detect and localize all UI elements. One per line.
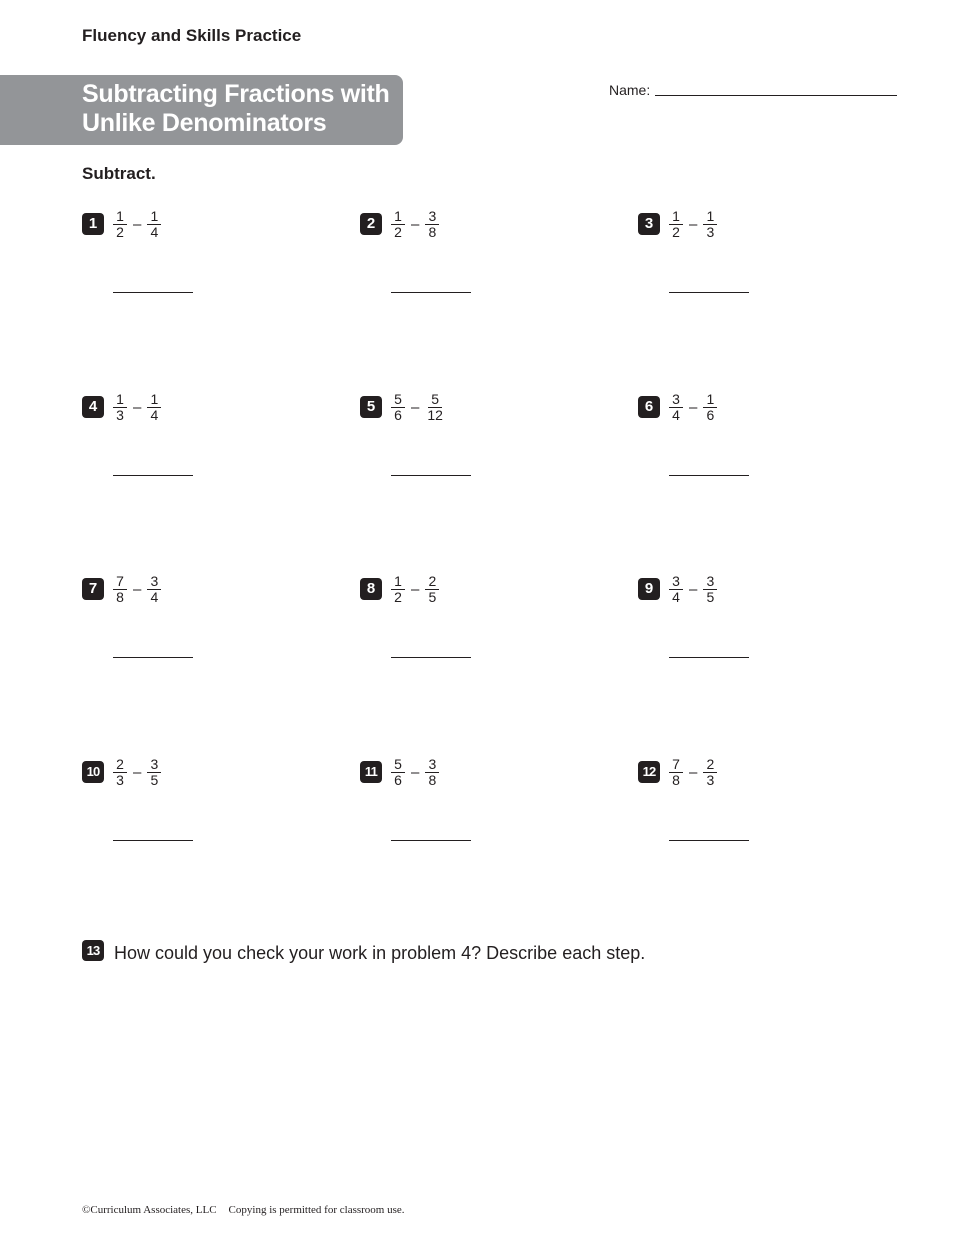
fraction-minuend [669,209,683,240]
numerator: 3 [425,757,439,773]
fraction-minuend [669,392,683,423]
fraction-minuend [669,757,683,788]
fraction-subtrahend [703,209,717,240]
numerator: 1 [703,209,717,225]
problem-1 [82,207,282,312]
minus-sign: – [411,398,420,416]
problem-7 [82,572,282,677]
fraction-subtrahend [147,392,161,423]
fraction-subtrahend [703,757,717,788]
denominator: 8 [428,771,437,788]
denominator: 5 [150,771,159,788]
problem-number-badge: 6 [638,396,660,418]
answer-blank[interactable] [113,840,193,841]
problem-6 [638,390,838,495]
numerator: 3 [147,757,161,773]
problem-number-badge: 4 [82,396,104,418]
problem-4 [82,390,282,495]
numerator: 3 [147,574,161,590]
numerator: 2 [425,574,439,590]
numerator: 1 [147,392,161,408]
minus-sign: – [689,580,698,598]
numerator: 2 [703,757,717,773]
answer-blank[interactable] [669,657,749,658]
subtraction-expression [113,389,161,425]
denominator: 5 [428,588,437,605]
denominator: 8 [428,223,437,240]
minus-sign: – [133,398,142,416]
numerator: 1 [113,392,127,408]
problem-number-badge: 13 [82,940,104,961]
fraction-minuend [113,392,127,423]
subtraction-expression [391,754,439,790]
minus-sign: – [133,580,142,598]
page-title-line-2: Unlike Denominators [82,109,327,137]
problem-10 [82,755,282,860]
fraction-minuend [391,209,405,240]
problem-number-badge: 3 [638,213,660,235]
minus-sign: – [689,398,698,416]
problem-3 [638,207,838,312]
fraction-subtrahend [147,574,161,605]
denominator: 4 [150,223,159,240]
numerator: 5 [391,392,405,408]
denominator: 2 [672,223,680,240]
subtraction-expression [391,389,445,425]
subtraction-expression [113,571,161,607]
denominator: 3 [116,406,124,423]
minus-sign: – [689,215,698,233]
fraction-subtrahend [703,574,717,605]
fraction-subtrahend [703,392,717,423]
numerator: 1 [391,209,405,225]
answer-blank[interactable] [391,657,471,658]
fraction-minuend [391,392,405,423]
answer-blank[interactable] [391,292,471,293]
fraction-minuend [113,757,127,788]
numerator: 1 [147,209,161,225]
subtraction-expression [669,571,717,607]
answer-blank[interactable] [391,840,471,841]
name-label: Name: [609,82,651,98]
answer-blank[interactable] [669,840,749,841]
page-title-line-1: Subtracting Fractions with [82,80,390,108]
fraction-minuend [391,574,405,605]
problem-number-badge: 9 [638,578,660,600]
section-label: Fluency and Skills Practice [82,26,302,45]
denominator: 6 [706,406,715,423]
instruction: Subtract. [82,164,156,183]
answer-blank[interactable] [113,292,193,293]
minus-sign: – [689,763,698,781]
answer-blank[interactable] [669,475,749,476]
subtraction-expression [113,754,161,790]
numerator: 7 [669,757,683,773]
problem-number-badge: 12 [638,761,660,783]
fraction-subtrahend [147,757,161,788]
subtraction-expression [669,206,717,242]
numerator: 7 [113,574,127,590]
minus-sign: – [133,763,142,781]
denominator: 2 [394,223,402,240]
denominator: 12 [427,406,443,423]
problem-11 [360,755,560,860]
denominator: 2 [394,588,402,605]
minus-sign: – [411,580,420,598]
problem-number-badge: 8 [360,578,382,600]
numerator: 1 [669,209,683,225]
permission-text: Copying is permitted for classroom use. [228,1204,405,1216]
minus-sign: – [411,763,420,781]
problem-number-badge: 2 [360,213,382,235]
denominator: 4 [150,588,159,605]
numerator: 3 [669,392,683,408]
problem-number-badge: 7 [82,578,104,600]
denominator: 3 [116,771,124,788]
answer-blank[interactable] [113,475,193,476]
numerator: 3 [669,574,683,590]
fraction-minuend [391,757,405,788]
fraction-minuend [669,574,683,605]
copyright-text: ©Curriculum Associates, LLC [82,1204,217,1216]
problem-number-badge: 10 [82,761,104,783]
fraction-minuend [113,209,127,240]
minus-sign: – [133,215,142,233]
denominator: 4 [672,406,680,423]
footer [82,1204,405,1216]
denominator: 5 [706,588,715,605]
answer-blank[interactable] [391,475,471,476]
subtraction-expression [669,389,717,425]
numerator: 5 [391,757,405,773]
fraction-subtrahend [425,392,445,423]
subtraction-expression [669,754,717,790]
problem-9 [638,572,838,677]
subtraction-expression [391,571,439,607]
denominator: 4 [150,406,159,423]
answer-blank[interactable] [669,292,749,293]
denominator: 8 [116,588,124,605]
problem-number-badge: 11 [360,761,382,783]
numerator: 1 [391,574,405,590]
denominator: 2 [116,223,124,240]
problem-2 [360,207,560,312]
name-field[interactable] [655,95,897,96]
numerator: 3 [425,209,439,225]
fraction-subtrahend [425,574,439,605]
problem-8 [360,572,560,677]
numerator: 1 [113,209,127,225]
fraction-subtrahend [147,209,161,240]
problem-5 [360,390,560,495]
problem-12 [638,755,838,860]
minus-sign: – [411,215,420,233]
fraction-minuend [113,574,127,605]
answer-blank[interactable] [113,657,193,658]
denominator: 6 [394,406,402,423]
numerator: 1 [703,392,717,408]
question-13-text: How could you check your work in problem 4? Describe each step. [114,943,646,963]
problem-number-badge: 1 [82,213,104,235]
fraction-subtrahend [425,209,439,240]
denominator: 3 [706,771,715,788]
denominator: 4 [672,588,680,605]
denominator: 8 [672,771,680,788]
numerator: 5 [428,392,442,408]
subtraction-expression [113,206,161,242]
fraction-subtrahend [425,757,439,788]
problem-number-badge: 5 [360,396,382,418]
numerator: 2 [113,757,127,773]
denominator: 6 [394,771,402,788]
subtraction-expression [391,206,439,242]
numerator: 3 [703,574,717,590]
denominator: 3 [706,223,715,240]
